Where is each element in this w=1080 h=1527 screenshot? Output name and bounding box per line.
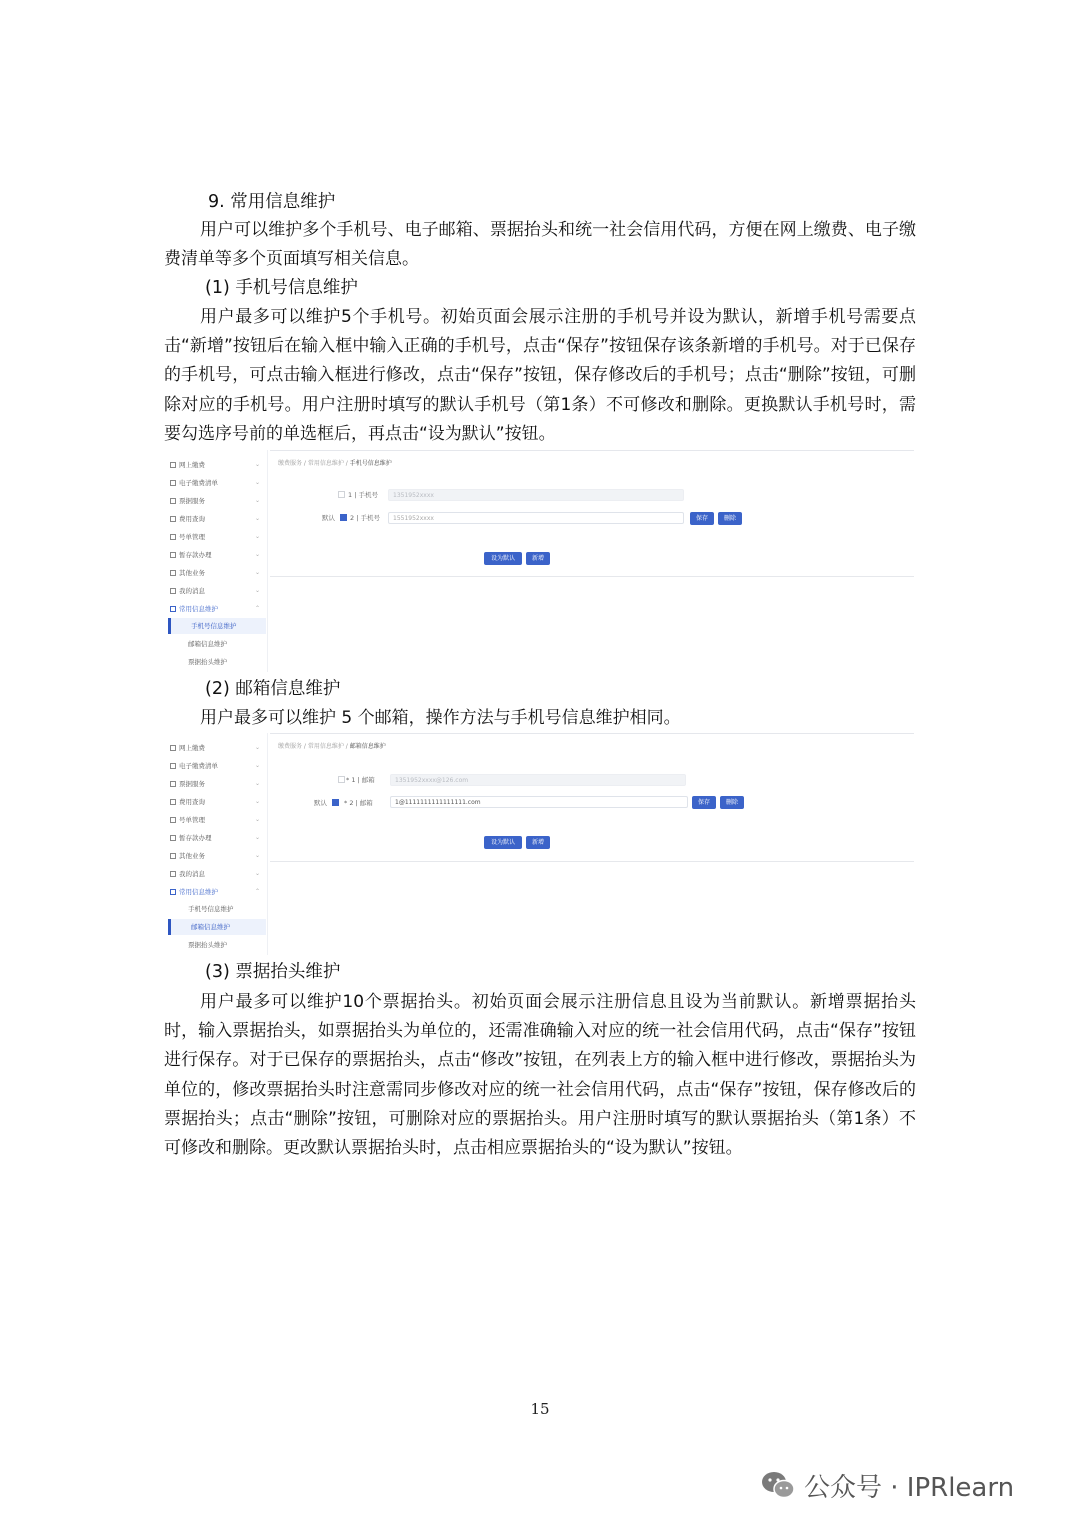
chevron-down-icon: ⌄ <box>254 515 260 522</box>
nav-item-other[interactable]: 其他业务 ⌄ <box>170 566 262 580</box>
chevron-down-icon: ⌄ <box>254 798 260 805</box>
add-button[interactable]: 新增 <box>526 836 550 849</box>
sidebar <box>164 733 268 955</box>
nav-item-fee-query[interactable]: 费用查询 ⌄ <box>170 795 262 809</box>
row1-radio[interactable] <box>338 776 345 783</box>
phone-input-1: 1351952xxxx <box>388 489 684 501</box>
nav-item-e-bill[interactable]: 电子缴费清单 ⌄ <box>170 759 262 773</box>
search-icon <box>170 516 176 522</box>
grid-icon <box>170 570 176 576</box>
sub-item-invoice[interactable]: 票据抬头维护 <box>188 941 227 949</box>
nav-item-other[interactable]: 其他业务 ⌄ <box>170 849 262 863</box>
wallet-icon <box>170 745 176 751</box>
delete-button[interactable]: 删除 <box>720 796 744 809</box>
chevron-down-icon: ⌄ <box>254 744 260 751</box>
row2-label: 2 | 手机号 <box>350 514 380 522</box>
invoice-heading: (3) 票据抬头维护 <box>205 962 341 982</box>
nav-item-e-bill[interactable]: 电子缴费清单 ⌄ <box>170 476 262 490</box>
nav-item-order-mgmt[interactable]: 号单管理 ⌄ <box>170 813 262 827</box>
chevron-up-icon: ⌃ <box>254 605 260 612</box>
nav-item-deposit[interactable]: 暂存款办理 ⌄ <box>170 548 262 562</box>
phone-input-2[interactable]: 1551952xxxx <box>388 512 684 524</box>
add-button[interactable]: 新增 <box>526 552 550 565</box>
bell-icon <box>170 871 176 877</box>
chevron-down-icon: ⌄ <box>254 497 260 504</box>
nav-item-online-pay[interactable]: 网上缴费 ⌄ <box>170 741 262 755</box>
chevron-down-icon: ⌄ <box>254 461 260 468</box>
chevron-down-icon: ⌄ <box>254 780 260 787</box>
sub-item-email[interactable]: 邮箱信息维护 <box>168 919 266 935</box>
row2-checkbox[interactable] <box>340 514 347 521</box>
main-panel <box>270 733 914 955</box>
phone-body: 用户最多可以维护5个手机号。初始页面会展示注册的手机号并设为默认，新增手机号需要点击“新增”按钮后在输入框中输入正确的手机号，点击“保存”按钮保存该条新增的手机号。对于已保存的手机号，可点击输入框进行修改，点击“保存”按钮，保存修改后的手机号；点击“删除”按钮，可删除对应的手机号。用户注册时填写的默认手机号（第1条）不可修改和删除。更换默认手机号时，需要勾选序号前的单选框后，再点击“设为默认”按钮。 <box>164 307 916 444</box>
row2-checkbox[interactable] <box>332 799 339 806</box>
sidebar <box>164 450 268 672</box>
row1-label: * 1 | 邮箱 <box>346 776 375 784</box>
section-intro: 用户可以维护多个手机号、电子邮箱、票据抬头和统一社会信用代码，方便在网上缴费、电子缴费清单等多个页面填写相关信息。 <box>164 220 916 270</box>
row2-label: * 2 | 邮箱 <box>344 799 373 807</box>
chevron-down-icon: ⌄ <box>254 834 260 841</box>
chevron-down-icon: ⌄ <box>254 816 260 823</box>
divider <box>270 861 914 862</box>
section-heading: 9. 常用信息维护 <box>208 192 336 212</box>
nav-item-common-info[interactable]: 常用信息维护 ⌃ <box>170 602 262 616</box>
row1-label: 1 | 手机号 <box>348 491 378 499</box>
email-input-2[interactable]: 1@1111111111111111.com <box>390 796 688 808</box>
search-icon <box>170 799 176 805</box>
phone-heading: (1) 手机号信息维护 <box>205 278 358 298</box>
bell-icon <box>170 588 176 594</box>
email-body: 用户最多可以维护 5 个邮箱，操作方法与手机号信息维护相同。 <box>200 708 681 728</box>
sub-item-email[interactable]: 邮箱信息维护 <box>188 640 227 648</box>
nav-item-common-info[interactable]: 常用信息维护 ⌃ <box>170 885 262 899</box>
wallet-icon <box>170 462 176 468</box>
chevron-down-icon: ⌄ <box>254 762 260 769</box>
row1-radio[interactable] <box>338 491 345 498</box>
checklist-icon <box>170 889 176 895</box>
save-button[interactable]: 保存 <box>690 512 714 525</box>
document-icon <box>170 498 176 504</box>
chevron-down-icon: ⌄ <box>254 551 260 558</box>
chevron-down-icon: ⌄ <box>254 479 260 486</box>
default-label: 默认 <box>314 799 327 807</box>
chevron-down-icon: ⌄ <box>254 870 260 877</box>
sub-item-phone[interactable]: 手机号信息维护 <box>168 618 266 634</box>
nav-item-online-pay[interactable]: 网上缴费 ⌄ <box>170 458 262 472</box>
top-border <box>270 450 914 451</box>
nav-item-messages[interactable]: 我的消息 ⌄ <box>170 867 262 881</box>
sub-item-invoice[interactable]: 票据抬头维护 <box>188 658 227 666</box>
email-heading: (2) 邮箱信息维护 <box>205 679 341 699</box>
nav-item-messages[interactable]: 我的消息 ⌄ <box>170 584 262 598</box>
document-icon <box>170 781 176 787</box>
nav-item-deposit[interactable]: 暂存款办理 ⌄ <box>170 831 262 845</box>
default-label: 默认 <box>322 514 335 522</box>
page-number: 15 <box>530 1400 550 1418</box>
chevron-down-icon: ⌄ <box>254 569 260 576</box>
email-input-1: 1351952xxxx@126.com <box>390 774 686 786</box>
deposit-icon <box>170 835 176 841</box>
checklist-icon <box>170 606 176 612</box>
nav-item-fee-query[interactable]: 费用查询 ⌄ <box>170 512 262 526</box>
nav-item-order-mgmt[interactable]: 号单管理 ⌄ <box>170 530 262 544</box>
nav-item-invoice-service[interactable]: 票据服务 ⌄ <box>170 777 262 791</box>
chevron-up-icon: ⌃ <box>254 888 260 895</box>
order-icon <box>170 534 176 540</box>
delete-button[interactable]: 删除 <box>718 512 742 525</box>
set-default-button[interactable]: 设为默认 <box>484 552 522 565</box>
chevron-down-icon: ⌄ <box>254 852 260 859</box>
set-default-button[interactable]: 设为默认 <box>484 836 522 849</box>
top-border <box>270 733 914 734</box>
grid-icon <box>170 853 176 859</box>
nav-item-invoice-service[interactable]: 票据服务 ⌄ <box>170 494 262 508</box>
phone-screenshot <box>164 450 914 672</box>
watermark: 公众号 · IPRlearn <box>760 1468 1014 1502</box>
chevron-down-icon: ⌄ <box>254 533 260 540</box>
list-icon <box>170 480 176 486</box>
order-icon <box>170 817 176 823</box>
breadcrumb: 缴费服务 / 常用信息维护 / 手机号信息维护 <box>278 460 392 467</box>
email-screenshot <box>164 733 914 955</box>
list-icon <box>170 763 176 769</box>
deposit-icon <box>170 552 176 558</box>
save-button[interactable]: 保存 <box>692 796 716 809</box>
divider <box>270 576 914 577</box>
invoice-body: 用户最多可以维护10个票据抬头。初始页面会展示注册信息且设为当前默认。新增票据抬头时，输入票据抬头，如票据抬头为单位的，还需准确输入对应的统一社会信用代码，点击“保存”按钮进行保存。对于已保存的票据抬头，点击“修改”按钮，在列表上方的输入框中进行修改，票据抬头为单位的，修改票据抬头时注意需同步修改对应的统一社会信用代码，点击“保存”按钮，保存修改后的票据抬头；点击“删除”按钮，可删除对应的票据抬头。用户注册时填写的默认票据抬头（第1条）不可修改和删除。更改默认票据抬头时，点击相应票据抬头的“设为默认”按钮。 <box>164 992 916 1159</box>
sub-item-phone[interactable]: 手机号信息维护 <box>188 905 234 913</box>
breadcrumb: 缴费服务 / 常用信息维护 / 邮箱信息维护 <box>278 743 386 750</box>
chevron-down-icon: ⌄ <box>254 587 260 594</box>
main-panel <box>270 450 914 672</box>
wechat-icon <box>760 1470 796 1500</box>
